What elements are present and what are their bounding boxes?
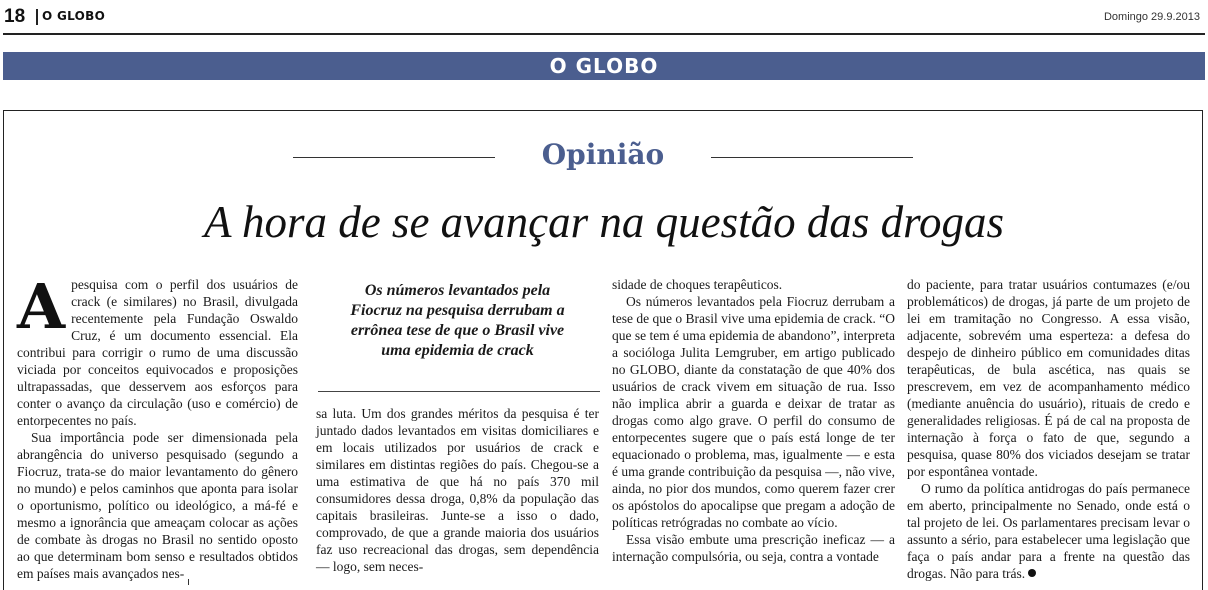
pull-quote: Os números levantados pela Fiocruz na pesquisa derrubam a errônea tese de que o Brasil vive uma epidemia de crack [350, 282, 565, 359]
end-of-article-bullet-icon [1028, 569, 1036, 577]
drop-cap: A [17, 270, 66, 343]
header-divider [36, 9, 38, 25]
paragraph: Sua importância pode ser dimensionada pela abrangência do universo pesquisado (segundo a Fiocruz, trata-se do maior levantamento do gênero no mundo) e pelos caminhos que aponta para isolar o oportunismo, político ou ideológico, a má-fé e mesmo a ignorância que ameaçam colocar as ações de combate às drogas no Brasil no sentido oposto ao que determinam bom senso e resultados obtidos em países mais avançados nes- [17, 430, 298, 581]
header-rule [3, 33, 1205, 35]
paragraph [907, 480, 1190, 582]
article-column-3 [612, 276, 895, 565]
column-tick-mark [188, 579, 189, 585]
paragraph-text: O rumo da política antidrogas do país permanece em aberto, principalmente no Senado, onde está o tal projeto de lei. Os parlamentares precisam levar o assunto a sério, para estabelecer uma legislação que faça o país andar para a frente na questão das drogas. Não para trás. [907, 481, 1190, 581]
masthead-banner [3, 52, 1205, 80]
article-column-2 [316, 405, 599, 575]
masthead-title: O GLOBO [549, 54, 659, 78]
article-column-1 [17, 270, 298, 582]
section-rule-left [293, 157, 495, 158]
paragraph: do paciente, para tratar usuários contumazes (e/ou problemáticos) de drogas, já parte de um projeto de lei em tramitação no Congresso. A essa visão, adjacente, sobrevém uma esperteza: a defesa do despejo de dinheiro público em comunidades ditas terapêuticas, de bula ascética, nas quais se prescrevem, em vez de acompanhamento médico (mediante anuência do usuário), rituais de credo e generalidades religiosas. É pá de cal na proposta de internação à força o fato de que, segundo a pesquisa, quase 80% dos viciados desejam se tratar por espontânea vontade. [907, 277, 1190, 479]
section-label: Opinião [541, 138, 665, 171]
pull-quote-rule [318, 391, 600, 392]
header-brand: O GLOBO [42, 9, 106, 23]
section-rule-right [711, 157, 913, 158]
article-column-4 [907, 276, 1190, 582]
paragraph: Essa visão embute uma prescrição ineficaz — a internação compulsória, ou seja, contra a vontade [612, 532, 895, 564]
page-number: 18 [4, 6, 26, 27]
edition-date: Domingo 29.9.2013 [1103, 11, 1200, 23]
paragraph: sa luta. Um dos grandes méritos da pesquisa é ter juntado dados levantados em visitas domiciliares e em locais utilizados por usuários de crack e similares em distintas regiões do país. Chegou-se a uma estimativa de que há no país 370 mil consumidores dessa droga, 0,8% da população das capitais brasileiras. Junte-se a isso o dado, comprovado, de que a grande maioria dos usuários faz uso recreacional das drogas, sem dependência — logo, sem neces- [316, 406, 599, 574]
paragraph [17, 270, 298, 429]
paragraph: Os números levantados pela Fiocruz derrubam a tese de que o Brasil vive uma epidemia de crack. “O que se tem é uma epidemia de abandono”, interpreta a socióloga Julita Lemgruber, em artigo publicado no GLOBO, diante da constatação de que 40% dos usuários de crack vivem em situação de rua. Isso não implica abrir a guarda e deixar de tratar as drogas como algo grave. O perfil do consumo de entorpecentes sugere que o país está longe de ter equacionado o problema, mas, igualmente — e esta é uma grande contribuição da pesquisa —, não vive, ainda, no pior dos mundos, como querem fazer crer os apóstolos do apocalipse que pregam a adoção de políticas retrógradas no combate ao vício. [612, 294, 896, 530]
paragraph: sidade de choques terapêuticos. [612, 277, 783, 292]
page-header [0, 0, 1208, 38]
article-headline: A hora de se avançar na questão das drogas [204, 197, 1004, 247]
paragraph-text: pesquisa com o perfil dos usuários de crack (e similares) no Brasil, divulgada recentemente pela Fundação Oswaldo Cruz, é um documento essencial. Ela contribui para corrigir o rumo de uma discussão viciada por conceitos equivocados e proposições ultrapassadas, que desservem aos esforços para conter o avanço da circulação (uso e comércio) de entorpecentes no país. [17, 277, 298, 428]
